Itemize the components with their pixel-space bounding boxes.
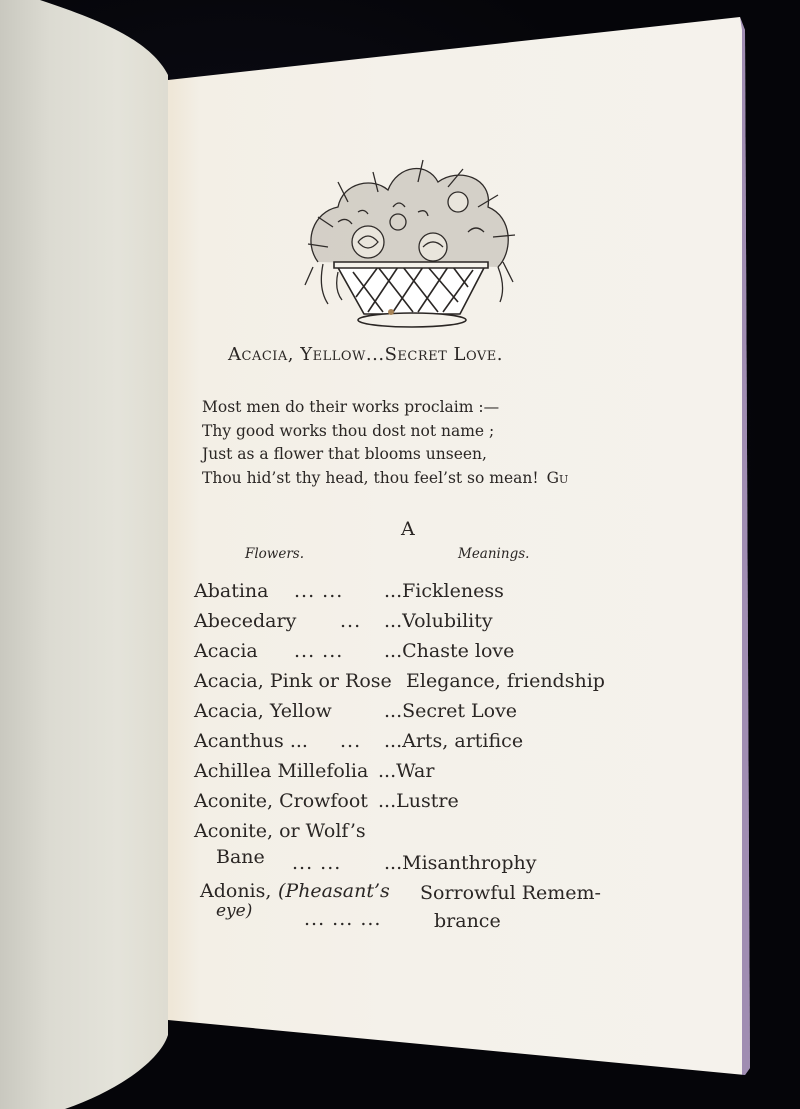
- list-item: [194, 726, 654, 756]
- flower-name: Adonis,: [200, 880, 272, 902]
- list-item: [194, 842, 654, 872]
- leader-dots: ... ...: [294, 580, 344, 602]
- flower-meaning: ...Misanthrophy: [384, 852, 537, 874]
- flower-meaning: Sorrowful Remem-: [420, 882, 601, 904]
- flower-meaning: ...Volubility: [384, 610, 493, 632]
- flower-name: Acacia: [194, 640, 258, 662]
- leader-dots: ... ... ...: [304, 908, 382, 930]
- leader-dots: ... ...: [292, 852, 342, 874]
- list-item: [194, 666, 654, 696]
- poem-line: [202, 467, 642, 491]
- flower-meaning: Elegance, friendship: [406, 670, 605, 692]
- leader-dots: ...: [340, 610, 362, 632]
- poem-line: Most men do their works proclaim :—: [202, 398, 500, 416]
- list-item: [194, 872, 654, 904]
- flower-basket-icon: [298, 152, 520, 330]
- list-item: [194, 576, 654, 606]
- flower-name: Aconite, or Wolf’s: [194, 820, 366, 842]
- flower-name-italic: eye): [216, 901, 253, 921]
- flower-name: Abatina: [194, 580, 269, 602]
- flower-name: Achillea Millefolia: [194, 760, 369, 782]
- flower-meaning: brance: [434, 910, 501, 932]
- section-letter: A: [401, 518, 415, 540]
- flower-meaning: ...Chaste love: [384, 640, 515, 662]
- list-item: [194, 606, 654, 636]
- list-item: [194, 696, 654, 726]
- flower-meaning: ...Lustre: [378, 790, 459, 812]
- flower-meanings-list: [194, 576, 654, 932]
- poem-line: Thy good works thou dost not name ;: [202, 421, 495, 440]
- leader-dots: ...: [340, 730, 362, 752]
- flower-name: Acanthus ...: [194, 730, 308, 752]
- flower-name: Abecedary: [194, 610, 297, 632]
- column-header-meanings: Meanings.: [458, 546, 530, 562]
- poem-line-text: Thou hid’st thy head, thou feel’st so mean!: [202, 468, 539, 487]
- list-item: [194, 756, 654, 786]
- flower-name: Acacia, Pink or Rose: [194, 670, 392, 692]
- page-heading: Acacia, Yellow...Secret Love.: [228, 344, 503, 365]
- flower-meaning: ...Secret Love: [384, 700, 518, 722]
- flower-name-italic: (Pheasant’s: [278, 880, 390, 902]
- column-header-flowers: Flowers.: [245, 546, 305, 562]
- list-item: [194, 816, 654, 842]
- flower-name: Aconite, Crowfoot: [194, 790, 368, 812]
- flower-meaning: ...War: [378, 760, 435, 782]
- flower-name: Acacia, Yellow: [194, 700, 332, 722]
- list-item: [194, 786, 654, 816]
- poem-line: Just as a flower that blooms unseen,: [202, 445, 487, 463]
- flower-name: Bane: [216, 846, 265, 868]
- leader-dots: ... ...: [294, 640, 344, 662]
- flower-meaning: ...Arts, artifice: [384, 730, 524, 752]
- poem-attribution: Gu: [546, 468, 569, 487]
- poem-block: [202, 396, 642, 490]
- list-item: [194, 636, 654, 666]
- list-item: [194, 898, 654, 932]
- flower-meaning: ...Fickleness: [384, 580, 504, 602]
